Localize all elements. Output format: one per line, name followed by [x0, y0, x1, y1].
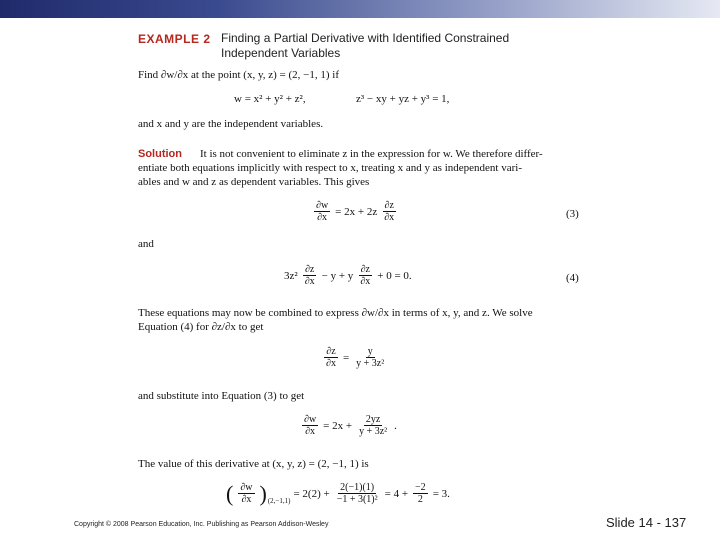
equation-dw-dx	[300, 414, 397, 437]
equation-dw-middle: = 2x +	[323, 419, 353, 432]
fraction-denominator: ∂x	[360, 276, 371, 287]
example-title-line1: Finding a Partial Derivative with Identified Constrained	[221, 31, 510, 45]
equation-4	[284, 264, 412, 287]
problem-find: Find ∂w/∂x at the point (x, y, z) = (2, −1, 1) if	[138, 69, 339, 81]
fraction-numerator: ∂z	[304, 264, 315, 275]
fraction-denominator: ∂x	[304, 276, 315, 287]
fraction-dz-dx	[303, 264, 317, 287]
equation-4-term-a: 3z²	[284, 269, 298, 282]
solution-label: Solution	[138, 148, 182, 160]
solution-line1: It is not convenient to eliminate z in the expression for w. We therefore differ-	[200, 148, 543, 160]
fraction-numerator: −2	[415, 482, 426, 493]
fraction-numerator: ∂z	[326, 346, 336, 357]
fraction-denominator: ∂x	[326, 358, 336, 369]
example-title-line2: Independent Variables	[221, 46, 341, 60]
fraction-numerator: y	[367, 346, 373, 357]
right-paren: )	[259, 480, 267, 506]
fraction-denominator: ∂x	[317, 212, 328, 223]
fraction-numerator: ∂w	[316, 200, 329, 211]
fraction-dw-dx	[238, 482, 254, 505]
final-term-2: = 4 +	[384, 487, 409, 500]
equation-4-term-b: − y + y	[321, 269, 354, 282]
fraction-denominator: ∂x	[384, 212, 395, 223]
example-label: EXAMPLE 2	[138, 32, 211, 46]
fraction-dz-dx	[324, 346, 338, 369]
fraction-2yz	[357, 414, 389, 437]
equation-4-number: (4)	[566, 272, 579, 284]
value-line: The value of this derivative at (x, y, z) = (2, −1, 1) is	[138, 458, 369, 470]
combine-line1: These equations may now be combined to express ∂w/∂x in terms of x, y, and z. We solve	[138, 307, 533, 319]
fraction-numerator: ∂z	[360, 264, 370, 275]
solution-line3: ables and w and z as dependent variables. This gives	[138, 176, 370, 188]
fraction-denominator: ∂x	[241, 494, 252, 505]
top-gradient-bar	[0, 0, 720, 18]
fraction-numerator: ∂w	[304, 414, 317, 425]
fraction-numerator: 2(−1)(1)	[340, 482, 375, 493]
equation-3-number: (3)	[566, 208, 579, 220]
fraction-dz-dx	[358, 264, 372, 287]
left-paren: (	[226, 480, 234, 506]
equation-3-middle: = 2x + 2z	[335, 205, 378, 218]
fraction-denominator: ∂x	[305, 426, 316, 437]
equation-dw-end: .	[394, 419, 397, 432]
fraction-evaluated	[335, 482, 380, 505]
fraction-denominator: −1 + 3(1)²	[336, 494, 378, 505]
fraction-denominator: 2	[417, 494, 423, 505]
final-result: = 3.	[432, 487, 450, 500]
final-term-1: = 2(2) +	[293, 487, 330, 500]
equals-sign: =	[342, 351, 350, 364]
equation-final	[226, 482, 450, 505]
fraction-numerator: ∂z	[384, 200, 394, 211]
fraction-numerator: 2yz	[365, 414, 381, 425]
fraction-denominator: y + 3z²	[356, 358, 385, 369]
equation-constraint: z³ − xy + yz + y³ = 1,	[356, 93, 450, 105]
equation-3	[312, 200, 398, 223]
slide-number: Slide 14 - 137	[606, 515, 687, 530]
fraction-minus2-over-2	[413, 482, 428, 505]
fraction-numerator: ∂w	[240, 482, 253, 493]
fraction-dw-dx	[302, 414, 318, 437]
fraction-y-over	[354, 346, 386, 369]
fraction-dz-dx	[382, 200, 396, 223]
independent-variables-text: and x and y are the independent variables.	[138, 118, 324, 130]
equation-w: w = x² + y² + z²,	[234, 93, 306, 105]
equation-dz-dx	[322, 346, 388, 369]
solution-line2: entiate both equations implicitly with respect to x, treating x and y as independent vari-	[138, 162, 522, 174]
fraction-dw-dx	[314, 200, 330, 223]
and-text: and	[138, 238, 154, 250]
fraction-denominator: y + 3z²	[359, 426, 388, 437]
copyright-footer: Copyright © 2008 Pearson Education, Inc. Publishing as Pearson Addison-Wesley	[74, 521, 329, 528]
combine-line2: Equation (4) for ∂z/∂x to get	[138, 321, 264, 333]
evaluation-point: (2,−1,1)	[267, 497, 291, 505]
substitute-text: and substitute into Equation (3) to get	[138, 390, 305, 402]
equation-4-term-c: + 0 = 0.	[377, 269, 412, 282]
